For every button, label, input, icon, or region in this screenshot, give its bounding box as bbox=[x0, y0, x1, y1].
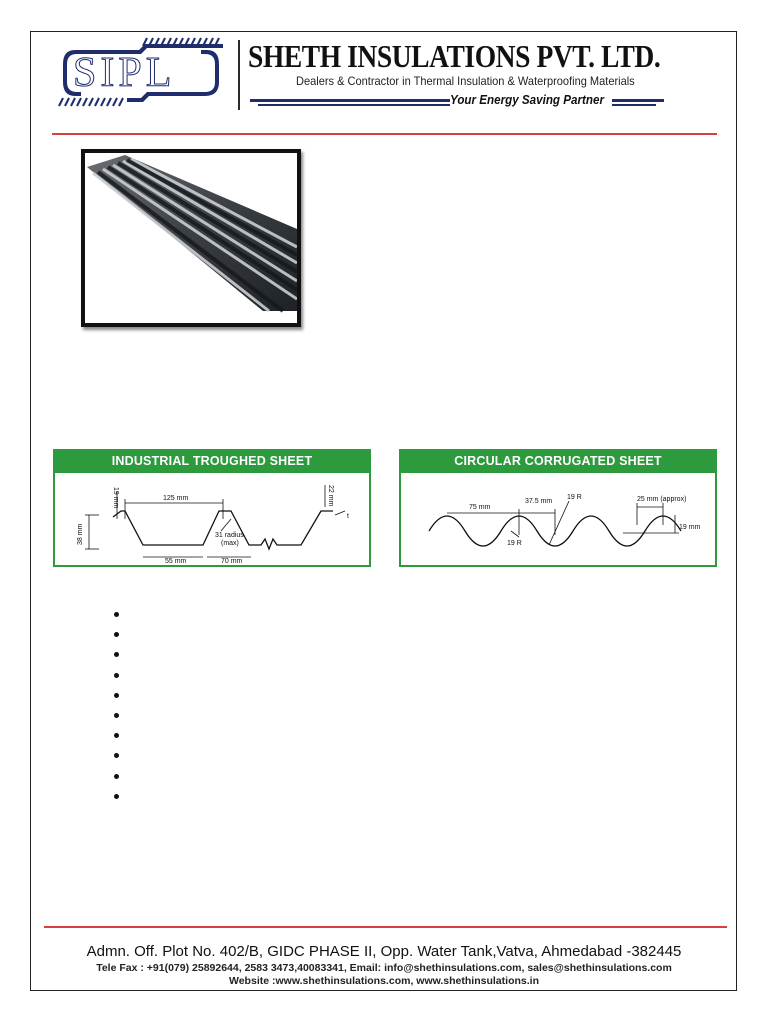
dim-corr-pitch: 75 mm bbox=[469, 504, 491, 511]
dim-radius: 31 radius bbox=[215, 532, 244, 539]
dim-radius-bottom: 19 R bbox=[507, 540, 522, 547]
dim-radius-top: 19 R bbox=[567, 494, 582, 501]
company-name: SHETH INSULATIONS PVT. LTD. bbox=[248, 38, 661, 74]
tagline-rule-left bbox=[250, 99, 450, 102]
dim-crest: 25 mm (approx) bbox=[637, 496, 687, 503]
tagline: Your Energy Saving Partner bbox=[450, 93, 604, 107]
footer-address: Admn. Off. Plot No. 402/B, GIDC PHASE II, Opp. Water Tank,Vatva, Ahmedabad -382445 bbox=[86, 943, 682, 960]
footer-contact: Tele Fax : +91(079) 25892644, 2583 3473,40083341, Email: info@shethinsulations.com, sales@shethinsulations.com bbox=[96, 962, 672, 974]
troughed-sheet-panel bbox=[53, 449, 371, 567]
tagline-rule-right bbox=[612, 99, 664, 102]
dim-depth: 19 mm bbox=[679, 524, 701, 531]
dim-bottom: 55 mm bbox=[165, 558, 187, 565]
dim-bottom-right: 70 mm bbox=[221, 558, 243, 565]
corrugated-sheet-title: CIRCULAR CORRUGATED SHEET bbox=[399, 449, 717, 473]
dim-height: 38 mm bbox=[77, 523, 84, 545]
company-subtitle: Dealers & Contractor in Thermal Insulation & Waterproofing Materials bbox=[296, 74, 635, 88]
logo-text: SIPL bbox=[73, 50, 176, 96]
tagline-rule-right-2 bbox=[612, 104, 656, 106]
bullet-icon bbox=[114, 713, 119, 718]
bullet-icon bbox=[114, 612, 119, 617]
bullet-icon bbox=[114, 794, 119, 799]
dim-top-right: 22 mm bbox=[327, 485, 334, 507]
dim-thickness: t bbox=[347, 513, 349, 520]
troughed-sheet-title: INDUSTRIAL TROUGHED SHEET bbox=[53, 449, 371, 473]
bullet-icon bbox=[114, 774, 119, 779]
footer-rule bbox=[44, 926, 727, 928]
footer-website: Website :www.shethinsulations.com, www.shethinsulations.in bbox=[229, 975, 539, 987]
bullet-icon bbox=[114, 673, 119, 678]
corrugated-sheet-panel bbox=[399, 449, 717, 567]
bullet-icon bbox=[114, 693, 119, 698]
dim-pitch: 125 mm bbox=[163, 495, 189, 502]
sipl-logo bbox=[55, 36, 233, 108]
roofing-sheet-photo bbox=[81, 149, 301, 327]
header-rule bbox=[52, 133, 717, 135]
dim-radius-note: (max) bbox=[221, 540, 239, 547]
header-divider bbox=[238, 40, 240, 110]
dim-top-left: 19 mm bbox=[112, 487, 119, 509]
tagline-rule-left-2 bbox=[258, 104, 450, 106]
dim-half-pitch: 37.5 mm bbox=[525, 498, 553, 505]
